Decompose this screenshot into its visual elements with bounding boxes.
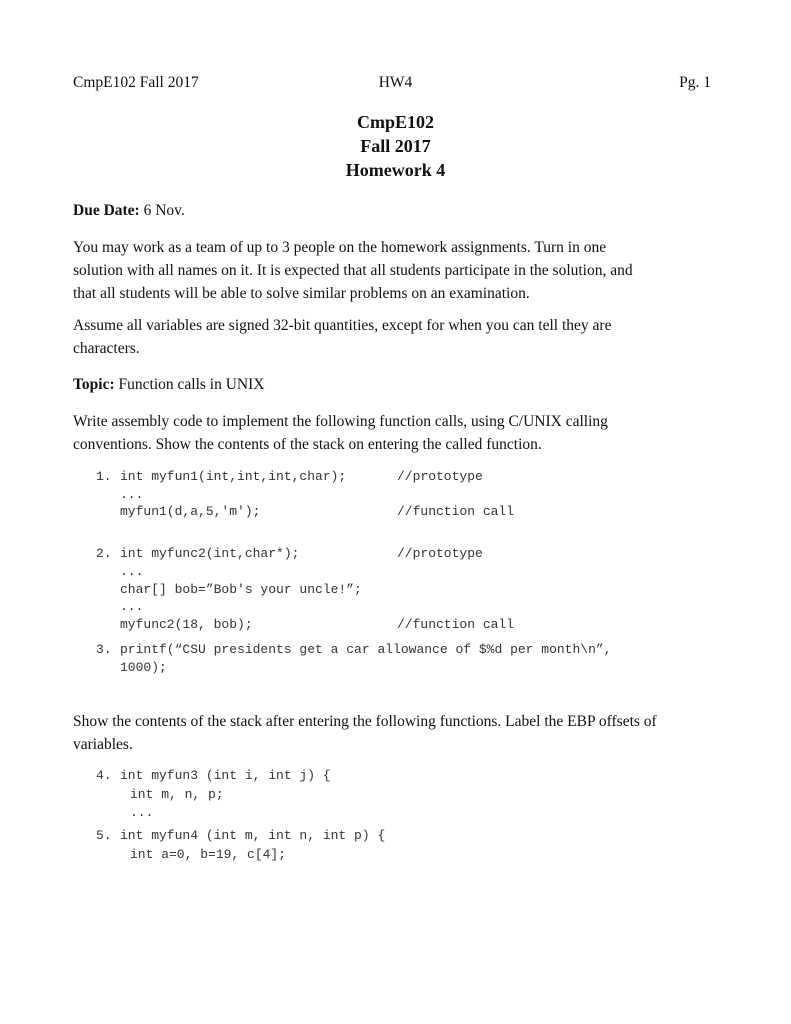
instructions-line: variables. (73, 736, 133, 753)
code-ellipsis: ... (120, 487, 144, 502)
due-date-label: Due Date: (73, 202, 140, 219)
header-hw: HW4 (378, 74, 413, 91)
code-line: int myfun4 (int m, int n, int p) { (120, 828, 386, 843)
code-comment: //prototype (397, 546, 483, 561)
topic (73, 373, 713, 396)
code-line: char[] bob=”Bob's your uncle!”; (120, 582, 362, 597)
assume-line: Assume all variables are signed 32-bit quantities, except for when you can tell they are (73, 317, 612, 334)
stack-instructions (73, 710, 713, 756)
problem-number: 1. (96, 469, 112, 484)
code-line: myfun1(d,a,5,'m'); (120, 504, 261, 519)
code-ellipsis: ... (120, 599, 144, 614)
problem-number: 3. (96, 642, 112, 657)
due-date-value: 6 Nov. (139, 202, 185, 219)
instructions-line: Write assembly code to implement the following function calls, using C/UNIX calling (73, 413, 608, 430)
assume-line: characters. (73, 340, 140, 357)
page-title (0, 110, 791, 182)
problem-number: 4. (96, 768, 112, 783)
topic-label: Topic: (73, 376, 115, 393)
intro-paragraph (73, 236, 713, 305)
intro-line: You may work as a team of up to 3 people on the homework assignments. Turn in one (73, 239, 607, 256)
code-comment: //function call (397, 617, 515, 632)
due-date (73, 199, 713, 222)
code-line: 1000); (120, 660, 167, 675)
code-ellipsis: ... (120, 564, 144, 579)
instructions-paragraph (73, 410, 713, 456)
problem-number: 2. (96, 546, 112, 561)
code-line: myfunc2(18, bob); (120, 617, 253, 632)
instructions-line: Show the contents of the stack after entering the following functions. Label the EBP offsets of (73, 713, 657, 730)
header-course: CmpE102 Fall 2017 (73, 74, 199, 91)
code-line: int myfun1(int,int,int,char); (120, 469, 347, 484)
code-line: printf(“CSU presidents get a car allowance of $%d per month\n”, (120, 642, 612, 657)
intro-line: that all students will be able to solve similar problems on an examination. (73, 285, 530, 302)
problem-number: 5. (96, 828, 112, 843)
title-term: Fall 2017 (360, 136, 431, 156)
instructions-line: conventions. Show the contents of the stack on entering the called function. (73, 436, 542, 453)
title-homework: Homework 4 (345, 160, 446, 180)
assumption-paragraph (73, 314, 713, 360)
code-ellipsis: ... (130, 805, 154, 820)
code-line: int myfunc2(int,char*); (120, 546, 300, 561)
code-comment: //prototype (397, 469, 483, 484)
code-line: int myfun3 (int i, int j) { (120, 768, 331, 783)
code-line: int m, n, p; (130, 787, 224, 802)
intro-line: solution with all names on it. It is expected that all students participate in the solution, and (73, 262, 633, 279)
code-line: int a=0, b=19, c[4]; (130, 847, 287, 862)
topic-value: Function calls in UNIX (114, 376, 265, 393)
title-course: CmpE102 (356, 112, 434, 132)
code-comment: //function call (397, 504, 515, 519)
header-page: Pg. 1 (679, 74, 711, 91)
